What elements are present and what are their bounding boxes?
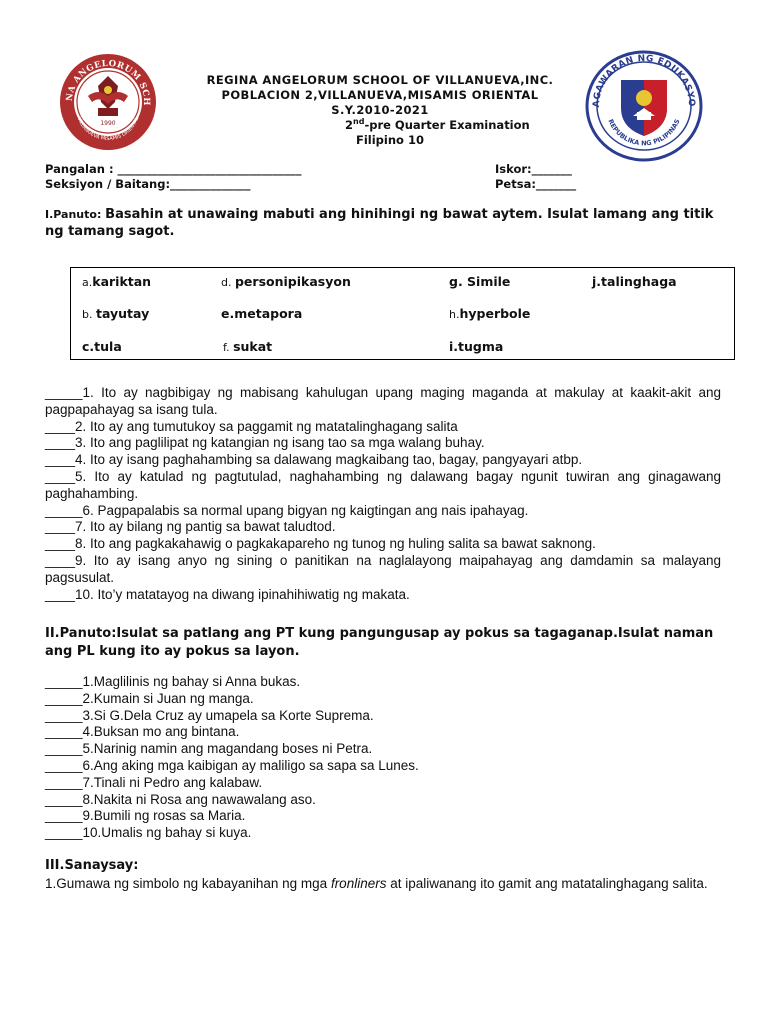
school-address: POBLACION 2,VILLANUEVA,MISAMIS ORIENTAL <box>221 88 539 102</box>
exam-ordinal: 2 <box>345 117 354 132</box>
name-field[interactable]: Pangalan : ________________________________ <box>45 162 302 176</box>
subject: Filipino 10 <box>356 133 424 147</box>
choice-g: g. Simile <box>449 274 511 289</box>
part2-item-8: _____8.Nakita ni Rosa ang nawawalang aso. <box>45 791 316 807</box>
part3-essay-question <box>45 876 725 893</box>
part2-item-3: _____3.Si G.Dela Cruz ay umapela sa Korte Suprema. <box>45 707 374 723</box>
part1-instruction <box>45 206 725 240</box>
choice-h: h.hyperbole <box>449 306 531 321</box>
part2-item-1: _____1.Maglilinis ng bahay si Anna bukas. <box>45 674 301 689</box>
part1-item-2: ____2. Ito ay ang tumutukoy sa paggamit ng matatalinghagang salita <box>45 418 458 434</box>
part1-item-3: ____3. Ito ang paglilipat ng katangian ng isang tao sa mga walang buhay. <box>45 435 485 451</box>
part1-item-8: ____8. Ito ang pagkakahawig o pagkakapareho ng tunog ng huling salita sa bawat saknong. <box>45 536 596 552</box>
school-seal-logo <box>58 52 158 152</box>
part1-item-1: _____1. Ito ay nagbibigay ng mabisang kahulugan upang maging maganda at makulay at kaakit-akit ang pagpapahayag sa isang tula. <box>45 385 721 417</box>
choice-j: j.talinghaga <box>592 274 677 289</box>
essay-text-italic: fronliners <box>330 876 387 891</box>
svg-text:REGINA ANGELORUM SCHOOL: NA ANGELORUM SCH <box>64 58 152 107</box>
exam-ordinal-suffix: nd <box>353 117 365 126</box>
part3-title: III.Sanaysay: <box>45 858 139 873</box>
part2-instruction: II.Panuto:Isulat sa patlang ang PT kung pangungusap ay pokus sa tagaganap.Isulat naman ang PL kung ito ay pokus sa layon. <box>45 626 714 659</box>
part2-item-5: _____5.Narinig namin ang magandang boses ni Petra. <box>45 741 373 757</box>
part2-item-9: _____9.Bumili ng rosas sa Maria. <box>45 808 246 824</box>
choice-d: d. personipikasyon <box>221 274 351 289</box>
part1-item-6: _____6. Pagpapalabis sa normal upang bigyan ng kaigtingan ang nais ipahayag. <box>45 502 529 518</box>
svg-text:VILLANUEVA MISAMIS ORIENTAL: VILLANUEVA MISAMIS ORIENTAL <box>75 116 141 143</box>
part2-items <box>45 674 721 842</box>
choice-e: e.metapora <box>221 306 303 321</box>
part1-item-9: ____9. Ito ay isang anyo ng sining o panitikan na naglalayong maipahayag ang damdamin sa malayang pagsusulat. <box>45 552 721 585</box>
part1-item-5: ____5. Ito ay katulad ng pagtutulad, naghahambing ng dalawang bagay ngunit tuwiran ang ginagawang paghahambing. <box>45 468 721 501</box>
part1-item-10: ____10. Ito’y matatayog na diwang ipinahihiwatig ng makata. <box>45 586 410 602</box>
choice-c: c.tula <box>82 339 122 354</box>
part2-item-7: _____7.Tinali ni Pedro ang kalabaw. <box>45 774 263 790</box>
part2-item-10: _____10.Umalis ng bahay si kuya. <box>45 825 252 841</box>
school-name: REGINA ANGELORUM SCHOOL OF VILLANUEVA,INC. <box>206 73 554 87</box>
part1-item-7: ____7. Ito ay bilang ng pantig sa bawat taludtod. <box>45 519 336 535</box>
essay-text-start: 1.Gumawa ng simbolo ng kabayanihan ng mga <box>45 876 331 891</box>
part2-item-2: _____2.Kumain si Juan ng manga. <box>45 690 254 706</box>
part1-items <box>45 385 721 603</box>
deped-seal-logo <box>585 50 703 162</box>
part2-item-4: _____4.Buksan mo ang bintana. <box>45 724 240 740</box>
part2-item-6: _____6.Ang aking mga kaibigan ay maliligo sa sapa sa Lunes. <box>45 757 419 773</box>
svg-text:REPUBLIKA NG PILIPINAS: REPUBLIKA NG PILIPINAS <box>606 117 682 148</box>
choice-i: i.tugma <box>449 339 504 354</box>
exam-name: -pre Quarter Examination <box>364 117 530 132</box>
part1-item-4: ____4. Ito ay isang paghahambing sa dalawang magkaibang tao, bagay, pangyayari atbp. <box>45 452 583 468</box>
svg-text:1990: 1990 <box>100 120 116 127</box>
part1-label: I.Panuto: <box>45 208 106 221</box>
score-field[interactable]: Iskor:_______ <box>495 162 572 176</box>
exam-title <box>345 117 530 132</box>
essay-text-end: at ipaliwanang ito gamit ang matatalinghagang salita. <box>386 876 708 891</box>
svg-text:KAGAWARAN NG EDUKASYON: AGAWARAN NG EDUKASYO <box>591 53 697 108</box>
part1-instruction-text: Basahin at unawaing mabuti ang hinihingi ng bawat aytem. Isulat lamang ang titik ng tamang sagot. <box>45 207 714 239</box>
choice-f: f. sukat <box>223 339 273 354</box>
school-year: S.Y.2010-2021 <box>331 103 429 117</box>
date-field[interactable]: Petsa:_______ <box>495 177 577 191</box>
choices-box <box>70 267 735 360</box>
section-field[interactable]: Seksiyon / Baitang:______________ <box>45 177 251 191</box>
choice-b: b. tayutay <box>82 306 150 321</box>
choice-a: a.kariktan <box>82 274 152 289</box>
